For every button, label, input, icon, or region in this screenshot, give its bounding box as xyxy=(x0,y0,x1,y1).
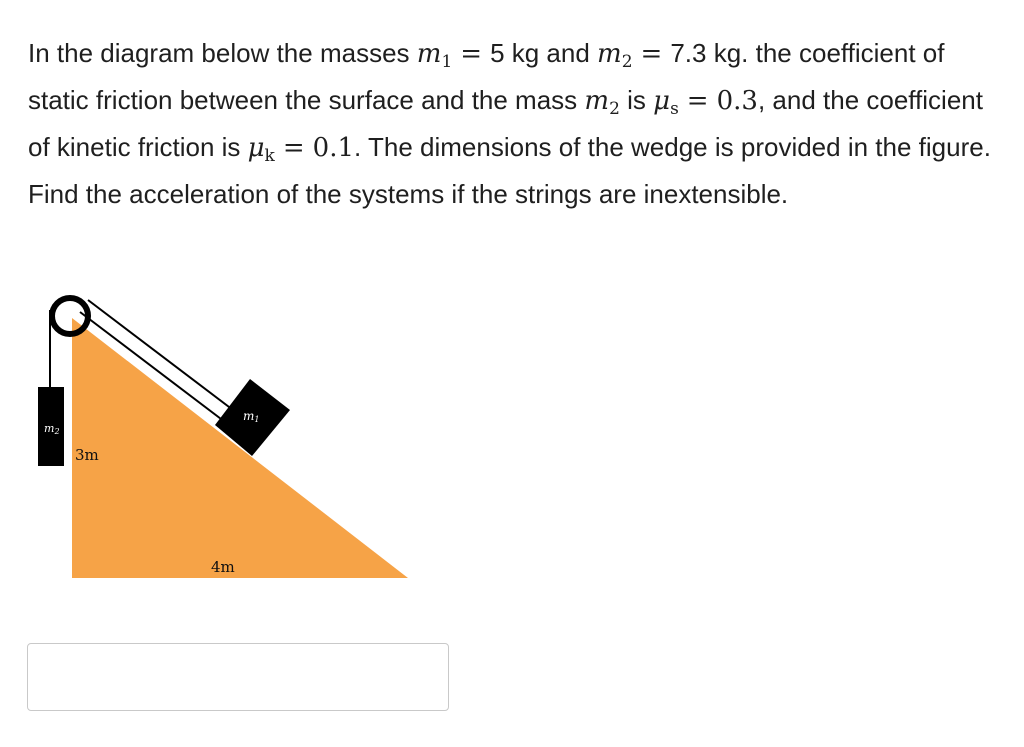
question-part3: , and the coefficient of kinetic friction is xyxy=(28,85,983,162)
mu-s-value: 0.3 xyxy=(716,86,758,116)
m2-symbol: $m_2$ xyxy=(597,39,633,72)
mu-s-symbol: $\mu_s$ xyxy=(653,86,679,119)
question-text xyxy=(28,30,998,217)
equals-sign: = xyxy=(686,86,709,116)
mass-m2-label: m2 xyxy=(44,422,60,436)
question-part4: . The dimensions of the wedge is provided in the figure. Find the acceleration of the systems if the strings are inextensible. xyxy=(28,132,991,209)
mu-k-value: 0.1 xyxy=(312,133,355,163)
wedge xyxy=(72,318,408,578)
m1-symbol: $m_1$ xyxy=(416,39,453,72)
equals-sign: = xyxy=(282,133,305,163)
mu-k-symbol: $\mu_k$ xyxy=(247,133,275,166)
base-label: 4m xyxy=(211,558,235,576)
wedge-pulley-diagram xyxy=(0,270,440,600)
m2-symbol-repeat: $m_2$ xyxy=(584,86,620,119)
question-part2-end: is xyxy=(627,85,646,115)
question-part1: In the diagram below the masses xyxy=(28,38,410,68)
mass-m1-label: m1 xyxy=(243,409,260,424)
height-label: 3m xyxy=(75,446,99,464)
question-part2: coefficient of static friction between the surface and the mass xyxy=(28,38,945,115)
answer-input[interactable] xyxy=(27,643,449,711)
equals-sign: = xyxy=(460,39,483,69)
pulley xyxy=(52,298,88,334)
equals-sign: = xyxy=(640,39,663,69)
m2-value: 7.3 kg. the xyxy=(670,38,792,68)
m1-value: 5 kg and xyxy=(490,38,590,68)
